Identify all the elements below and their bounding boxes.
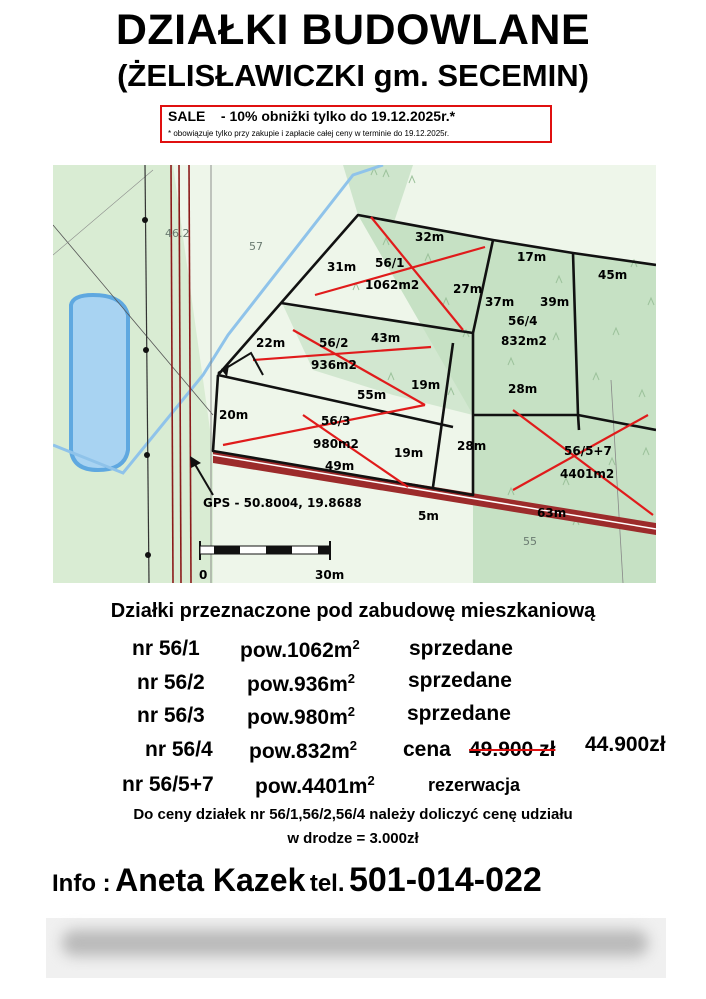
parcel-area: $pow.1062m^2$ xyxy=(240,637,360,662)
parcel-number: nr 56/5+7 xyxy=(122,773,214,796)
tel-label: tel. xyxy=(309,870,345,897)
parcel-area: 936m2 xyxy=(311,358,357,372)
cadastral-number: 46.2 xyxy=(165,227,190,240)
purpose-heading: Działki przeznaczone pod zabudowę mieszkaniową xyxy=(110,600,596,622)
blurred-text xyxy=(62,930,648,956)
parcel-status: cena xyxy=(403,738,451,761)
page-subtitle: (ŻELISŁAWICZKI gm. SECEMIN) xyxy=(117,58,589,93)
dimension-label: 31m xyxy=(327,260,357,274)
cadastral-number: 57 xyxy=(249,240,263,253)
gps-coordinates: GPS - 50.8004, 19.8688 xyxy=(203,496,362,510)
contact-line xyxy=(52,861,542,900)
scale-start-label: 0 xyxy=(199,568,208,582)
contact-label: Info : xyxy=(52,870,111,897)
dimension-label: 45m xyxy=(598,268,628,282)
contact-phone: 501-014-022 xyxy=(348,861,542,899)
parcel-area: 832m2 xyxy=(501,334,547,348)
parcel-number: nr 56/3 xyxy=(137,704,205,727)
dimension-label: 19m xyxy=(394,446,424,460)
contact-name: Aneta Kazek xyxy=(115,862,306,898)
parcel-area: $pow.980m^2$ xyxy=(247,704,355,729)
parcel-id: 56/3 xyxy=(321,414,351,428)
parcel-area: $pow.936m^2$ xyxy=(247,671,355,696)
scale-end-label: 30m xyxy=(315,568,345,582)
old-price: 49.900 zł xyxy=(469,738,556,761)
new-price: 44.900zł xyxy=(585,733,666,756)
parcel-area: $pow.4401m^2$ xyxy=(255,773,375,798)
sale-banner xyxy=(160,105,552,143)
parcel-number: nr 56/4 xyxy=(145,738,213,761)
dimension-label: 55m xyxy=(357,388,387,402)
dimension-label: 17m xyxy=(517,250,547,264)
sale-text: SALE - 10% obniżki tylko do 19.12.2025r.* xyxy=(168,108,456,124)
dimension-label: 37m xyxy=(485,295,515,309)
parcel-area: 4401m2 xyxy=(560,467,615,481)
parcel-map xyxy=(53,165,656,583)
dimension-label: 39m xyxy=(540,295,570,309)
dimension-label: 20m xyxy=(219,408,249,422)
cadastral-number: 55 xyxy=(523,535,537,548)
parcel-number: nr 56/1 xyxy=(132,637,200,660)
dimension-label: 27m xyxy=(453,282,483,296)
dimension-label: 19m xyxy=(411,378,441,392)
parcel-row xyxy=(145,738,213,762)
parcel-status: sprzedane xyxy=(407,702,511,725)
page-title: DZIAŁKI BUDOWLANE xyxy=(115,6,591,54)
share-note: w drodze = 3.000zł xyxy=(287,830,419,847)
dimension-label: 49m xyxy=(325,459,355,473)
share-note: Do ceny działek nr 56/1,56/2,56/4 należy doliczyć cenę udziału xyxy=(133,806,573,823)
parcel-id: 56/5+7 xyxy=(564,444,612,458)
parcel-row xyxy=(137,671,205,695)
parcel-row xyxy=(122,773,214,797)
parcel-area: $pow.832m^2$ xyxy=(249,738,357,763)
parcel-id: 56/4 xyxy=(508,314,538,328)
dimension-label: 63m xyxy=(537,506,567,520)
parcel-row xyxy=(132,637,200,661)
parcel-area: 1062m2 xyxy=(365,278,420,292)
dimension-label: 22m xyxy=(256,336,286,350)
parcel-id: 56/2 xyxy=(319,336,349,350)
parcel-status: rezerwacja xyxy=(428,775,521,795)
dimension-label: 5m xyxy=(418,509,439,523)
parcel-row xyxy=(137,704,205,728)
pond xyxy=(71,295,128,470)
dimension-label: 32m xyxy=(415,230,445,244)
parcel-id: 56/1 xyxy=(375,256,405,270)
parcel-area: 980m2 xyxy=(313,437,359,451)
parcel-number: nr 56/2 xyxy=(137,671,205,694)
dimension-label: 28m xyxy=(457,439,487,453)
dimension-label: 43m xyxy=(371,331,401,345)
parcel-status: sprzedane xyxy=(409,637,513,660)
parcel-status: sprzedane xyxy=(408,669,512,692)
sale-footnote: * obowiązuje tylko przy zakupie i zapłacie całej ceny w terminie do 19.12.2025r. xyxy=(168,129,450,138)
dimension-label: 28m xyxy=(508,382,538,396)
